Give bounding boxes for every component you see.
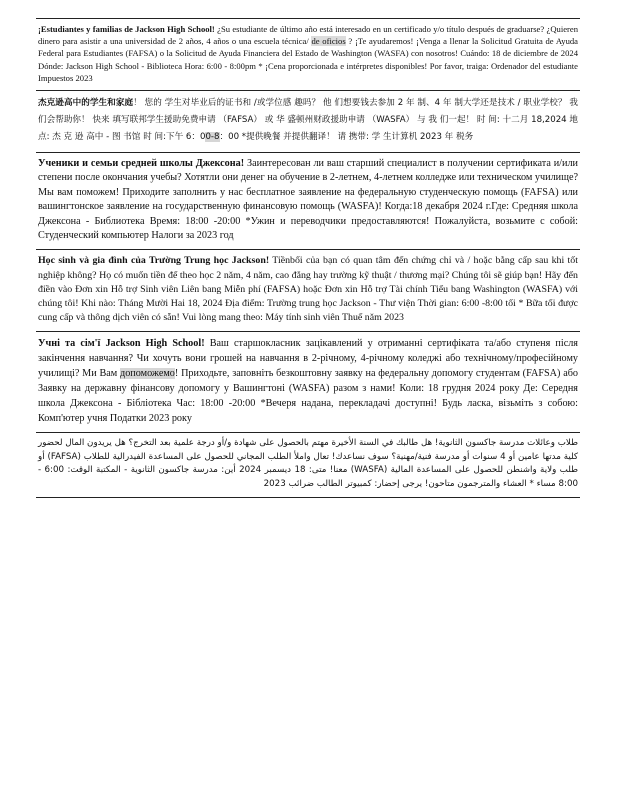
spanish-highlight: de oficios <box>311 36 346 47</box>
spanish-section <box>36 18 580 90</box>
chinese-highlight: 0-8 <box>205 132 220 143</box>
chinese-text-end: ：00 *提供晚餐 并提供翻译！ 请 携带: 学 生计算机 2023 年 税务 <box>219 132 474 143</box>
vietnamese-section <box>36 249 580 331</box>
spanish-lead: ¡Estudiantes y familias de Jackson High School! <box>38 24 215 34</box>
chinese-text: ！ 您的 学生对毕业后的证书和 /或学位感 趣吗？ 他 们想要钱去参加 2 年 制、4 年 制大学还是技术 / 职业学校？ 我 们会帮助你！ 快来 填写联邦学生援助免费申请 （FAFSA） 或 华 盛顿州财政援助申请 （WASFA） 与 我 们一起！ 时 间: 十二月 18,2024 地 点: 杰 克 逊 高中 - 图 书馆 时 间:下午 6：0 <box>38 98 578 143</box>
chinese-paragraph <box>38 95 578 146</box>
ukrainian-text: Ваш старшокласник зацікавлений у отриманні сертифіката та/або ступеня після закінчення навчання? Чи хочуть вони грошей на навчання в 2-річному, 4-річному коледжі або технічному/професійному училищі? Ми Вам <box>38 338 578 380</box>
vietnamese-lead: Học sinh và gia đình của Trường Trung học Jackson! <box>38 255 270 267</box>
chinese-section <box>36 90 580 152</box>
russian-section <box>36 152 580 249</box>
spanish-text: ¿Su estudiante de último año está interesado en un certificado y/o título después de graduarse? ¿Quieren dinero para asistir a una universidad de 2 años, 4 años o una escuela técnica/ <box>38 24 578 47</box>
ukrainian-section <box>36 331 580 432</box>
ukrainian-paragraph <box>38 336 578 426</box>
chinese-lead: 杰克逊高中的学生和家庭 <box>38 98 134 109</box>
russian-paragraph <box>38 157 578 243</box>
ukrainian-highlight: допоможемо <box>120 368 175 380</box>
arabic-paragraph: طلاب وعائلات مدرسة جاكسون الثانوية! هل طالبك في السنة الأخيرة مهتم بالحصول على شهادة و/أو درجة علمية بعد التخرج؟ هل يريدون المال لحضور كلية مدتها عامين أو 4 سنوات أو مدرسة فنية/مهنية؟ سوف نساعدك! تعال واملأ الطلب المجاني للحصول على المساعدة الفيدرالية للطلاب (FAFSA) أو طلب ولاية واشنطن للحصول على المساعدة المالية (WASFA) معنا! متى: 18 ديسمبر 2024 أين: مدرسة جاكسون الثانوية - المكتبة الوقت: 6:00 - 8:00 مساء * العشاء والمترجمون متاحون! يرجى إحضار: كمبيوتر الطالب ضرائب 2023 <box>38 438 579 489</box>
ukrainian-lead: Учні та сім'ї Jackson High School! <box>38 338 205 350</box>
russian-lead: Ученики и семьи средней школы Джексона! <box>38 158 245 170</box>
spanish-text-end: ? ¡Te ayudaremos! ¡Venga a llenar la Solicitud Gratuita de Ayuda Federal para Estudiantes (FAFSA) o la Solicitud de Ayuda Financiera del Estado de Washington (WASFA) con nosotros! Cuándo: 18 de diciembre de 2024 Dónde: Jackson High School - Biblioteca Hora: 6:00 - 8:00pm * ¡Cena proporcionada e intérpretes disponibles! Por favor, traiga: Ordenador del estudiante Impuestos 2023 <box>38 36 578 83</box>
spanish-paragraph <box>38 23 578 84</box>
flyer-document <box>36 18 580 498</box>
vietnamese-text: Tiềnbối của bạn có quan tâm đến chứng chỉ và / hoặc bằng cấp sau khi tốt nghiệp không? Họ có muốn tiền để theo học 2 năm, 4 năm, cao đẳng hay trường kỹ thuật / thương mại? Chúng tôi sẽ giúp bạn! Hãy đến điền vào Đơn xin Hỗ trợ Sinh viên Liên bang Miễn phí (FAFSA) hoặc Đơn xin Hỗ trợ Tài chính Tiểu bang Washington (WASFA) với chúng tôi! Khi nào: Tháng Mười Hai 18, 2024 Địa điểm: Trường trung học Jackson - Thư viện Thời gian: 6:00 -8:00 tối * Bữa tối được cung cấp và thông dịch viên có sẵn! Vui lòng mang theo: Máy tính sinh viên Thuế năm 2023 <box>38 255 578 324</box>
ukrainian-text-end: ! Приходьте, заповніть безкоштовну заявку на федеральну допомогу студентам (FAFSA) або Заявку на державну фінансову допомогу у Вашингтоні (WASFA) разом з нами! Коли: 18 грудня 2024 року Де: Середня школа Джексона - Бібліотека Час: 18:00 -20:00 *Вечеря надана, перекладачі доступні! Будь ласка, візьміть з собою: Комп'ютер учня Податки 2023 року <box>38 368 578 425</box>
vietnamese-paragraph <box>38 254 578 325</box>
arabic-section <box>36 432 580 498</box>
russian-text: Заинтересован ли ваш старший специалист в получении сертификата и/или степени после окончания учебы? Хотятли они денег на обучение в 2-летнем, 4-летнем колледже или техническом училище? Мы вам поможем! Приходите заполнить у нас бесплатное заявление на федеральную студенческую помощь (FAFSA) или вашингтонское заявление на государственную финансовую помощь (WASFA)! Когда:18 декабря 2024 г.Где: Средняя школа Джексона - Библиотека Время: 18:00 -20:00 *Ужин и переводчики предоставляются! Пожалуйста, возьмите с собой: Студенческий компьютер Налоги за 2023 год <box>38 158 578 242</box>
